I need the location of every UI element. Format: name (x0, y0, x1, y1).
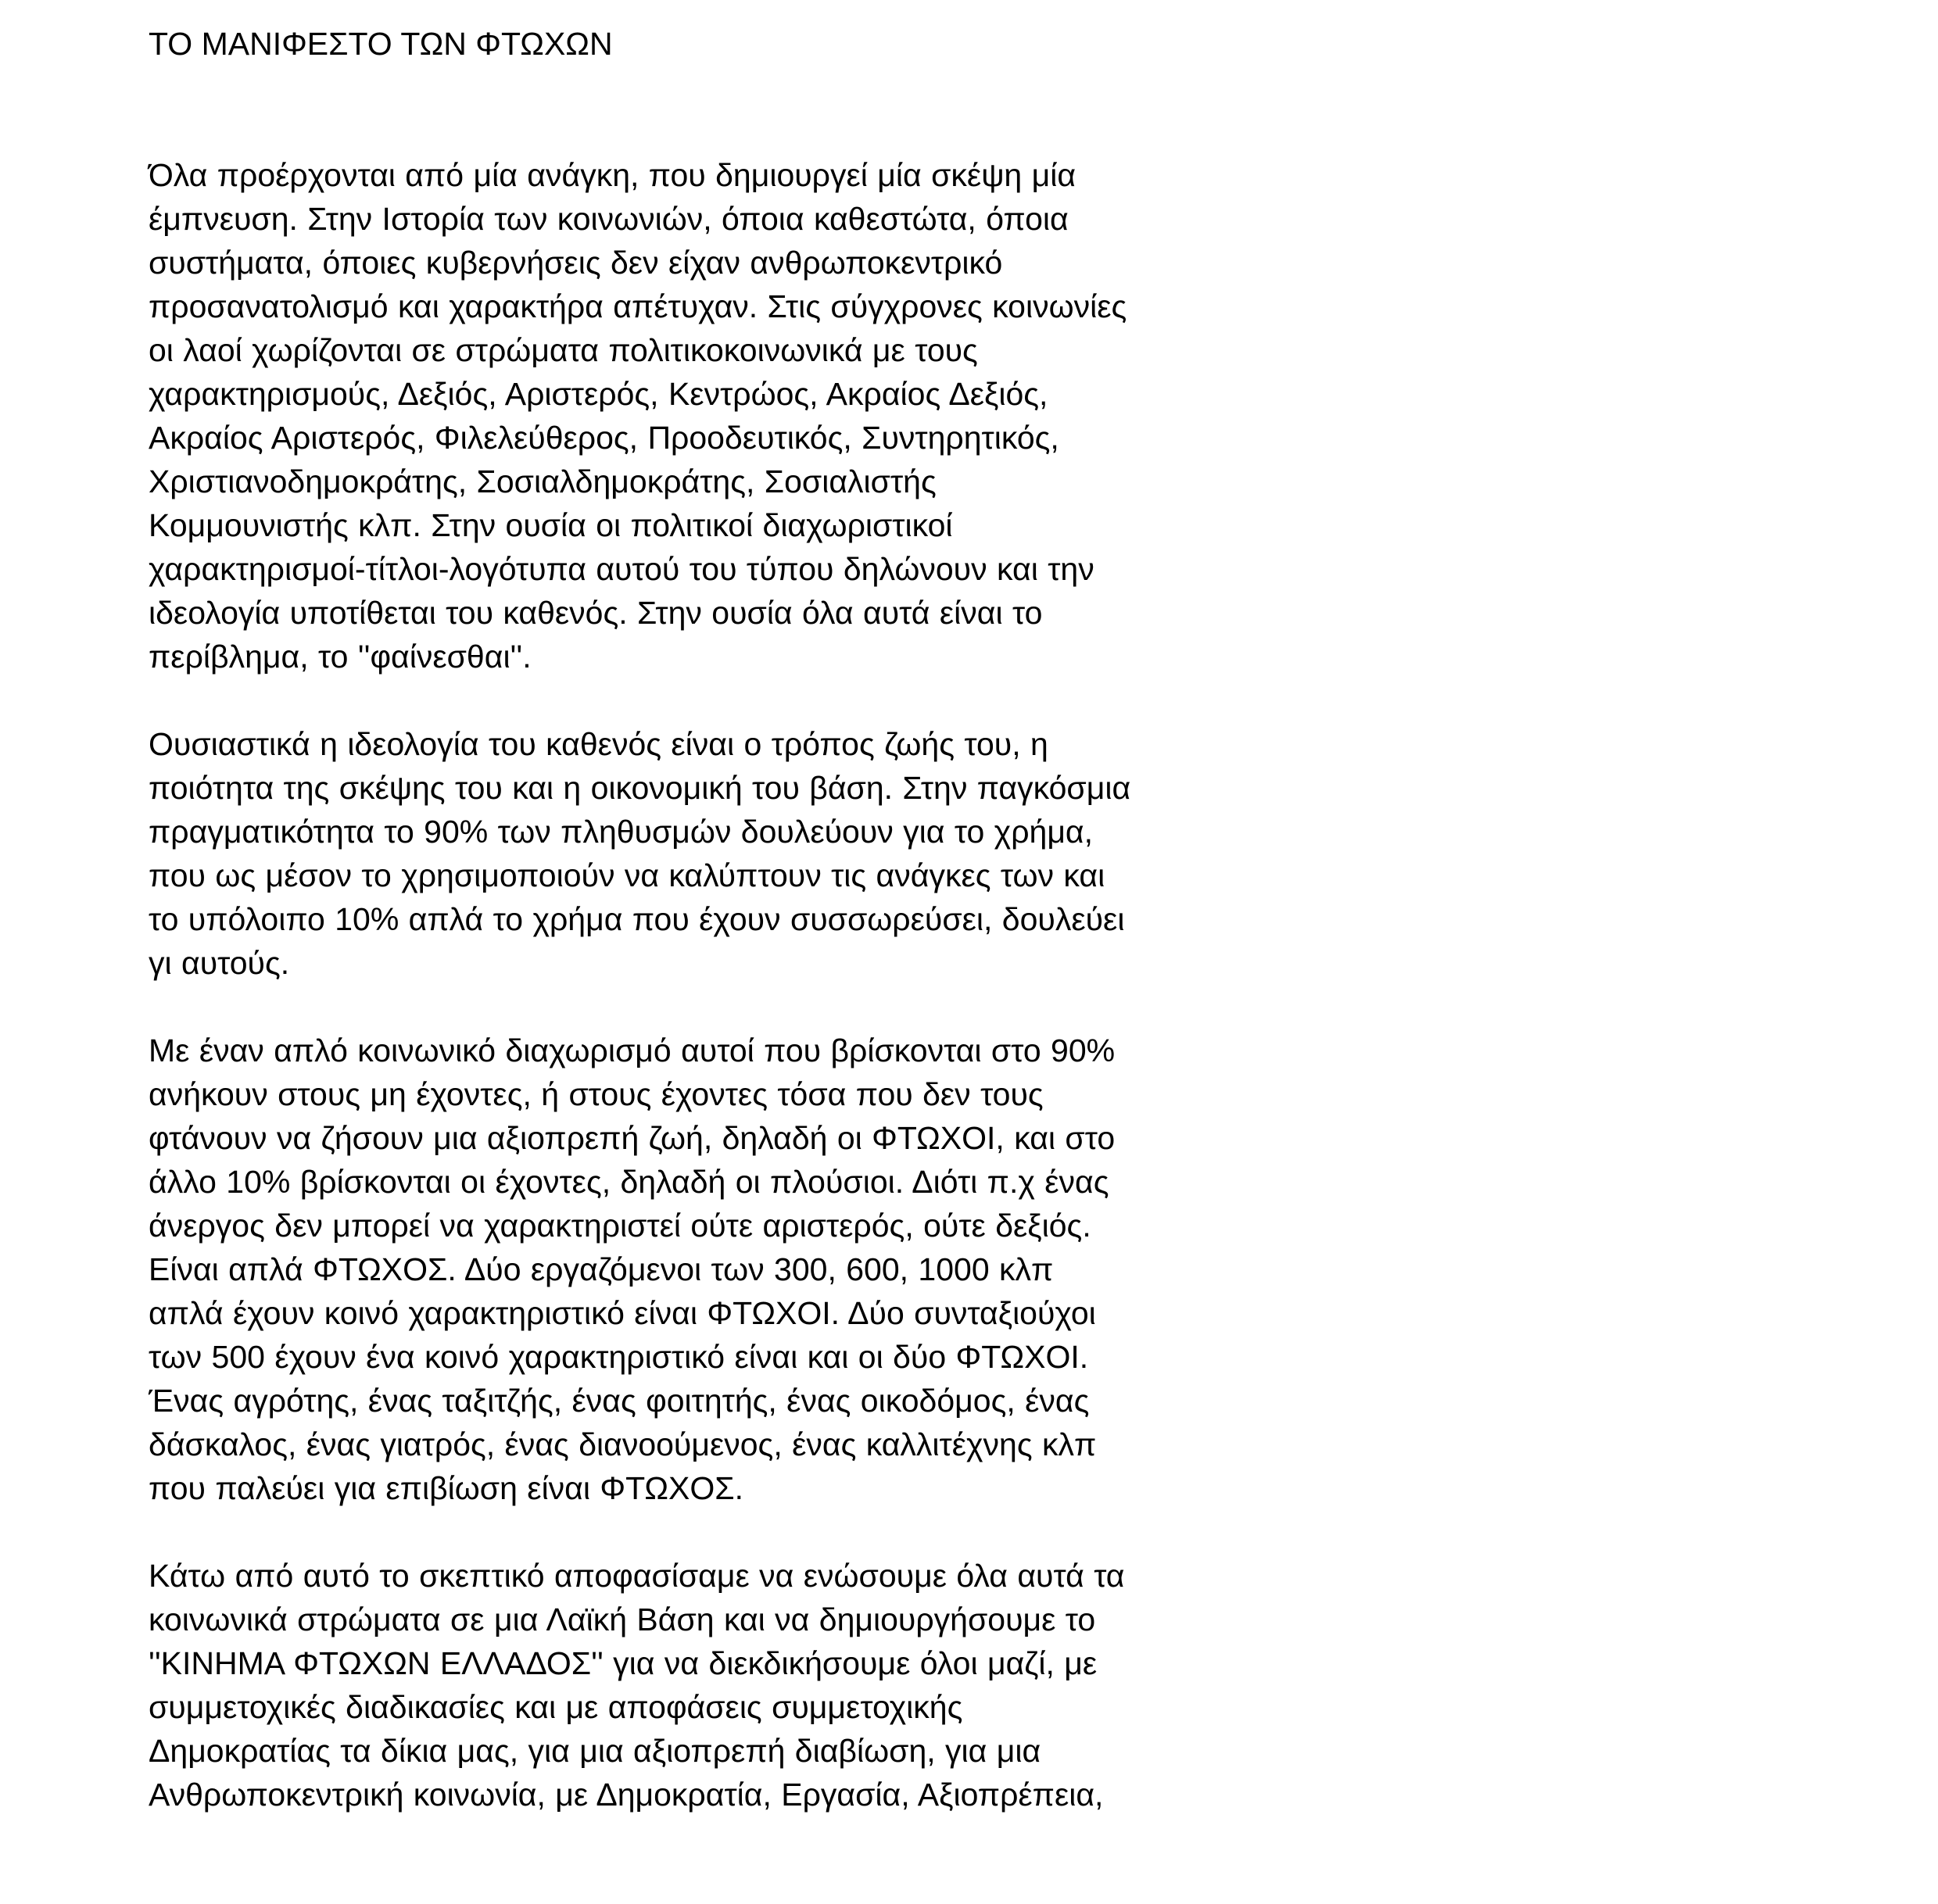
document-title: ΤΟ ΜΑΝΙΦΕΣΤΟ ΤΩΝ ΦΤΩΧΩΝ (149, 26, 613, 62)
paragraph: Όλα προέρχονται από μία ανάγκη, που δημιουργεί μία σκέψη μία έμπνευση. Στην Ιστορία των κοινωνιών, όποια καθεστώτα, όποια συστήματα, όποιες κυβερνήσεις δεν είχαν ανθρωποκεντρικό προσανατολισμό και χαρακτήρα απέτυχαν. Στις σύγχρονες κοινωνίες οι λαοί χωρίζονται σε στρώματα πολιτικοκοινωνικά με τους χαρακτηρισμούς, Δεξιός, Αριστερός, Κεντρώος, Ακραίος Δεξιός, Ακραίος Αριστερός, Φιλελεύθερος, Προοδευτικός, Συντηρητικός, Χριστιανοδημοκράτης, Σοσιαλδημοκράτης, Σοσιαλιστής Κομμουνιστής κλπ. Στην ουσία οι πολιτικοί διαχωριστικοί χαρακτηρισμοί-τίτλοι-λογότυπα αυτού του τύπου δηλώνουν και την ιδεολογία υποτίθεται του καθενός. Στην ουσία όλα αυτά είναι το περίβλημα, το ''φαίνεσθαι''. (149, 157, 1127, 675)
document-body (149, 153, 1137, 1816)
paragraph: Με έναν απλό κοινωνικό διαχωρισμό αυτοί που βρίσκονται στο 90% ανήκουν στους μη έχοντες, ή στους έχοντες τόσα που δεν τους φτάνουν να ζήσουν μια αξιοπρεπή ζωή, δηλαδή οι ΦΤΩΧΟΙ, και στο άλλο 10% βρίσκονται οι έχοντες, δηλαδή οι πλούσιοι. Διότι π.χ ένας άνεργος δεν μπορεί να χαρακτηριστεί ούτε αριστερός, ούτε δεξιός. Είναι απλά ΦΤΩΧΟΣ. Δύο εργαζόμενοι των 300, 600, 1000 κλπ απλά έχουν κοινό χαρακτηριστικό είναι ΦΤΩΧΟΙ. Δύο συνταξιούχοι των 500 έχουν ένα κοινό χαρακτηριστικό είναι και οι δύο ΦΤΩΧΟΙ. Ένας αγρότης, ένας ταξιτζής, ένας φοιτητής, ένας οικοδόμος, ένας δάσκαλος, ένας γιατρός, ένας διανοούμενος, ένας καλλιτέχνης κλπ που παλεύει για επιβίωση είναι ΦΤΩΧΟΣ. (149, 1033, 1116, 1506)
paragraph: Κάτω από αυτό το σκεπτικό αποφασίσαμε να ενώσουμε όλα αυτά τα κοινωνικά στρώματα σε μια Λαϊκή Βάση και να δημιουργήσουμε το ''ΚΙΝΗΜΑ ΦΤΩΧΩΝ ΕΛΛΑΔΟΣ'' για να διεκδικήσουμε όλοι μαζί, με συμμετοχικές διαδικασίες και με αποφάσεις συμμετοχικής Δημοκρατίας τα δίκια μας, για μια αξιοπρεπή διαβίωση, για μια Ανθρωποκεντρική κοινωνία, με Δημοκρατία, Εργασία, Αξιοπρέπεια, (149, 1558, 1125, 1813)
paragraph: Ουσιαστικά η ιδεολογία του καθενός είναι ο τρόπος ζωής του, η ποιότητα της σκέψης του και η οικονομική του βάση. Στην παγκόσμια πραγματικότητα το 90% των πληθυσμών δουλεύουν για το χρήμα, που ως μέσον το χρησιμοποιούν να καλύπτουν τις ανάγκες των και το υπόλοιπο 10% απλά το χρήμα που έχουν συσσωρεύσει, δουλεύει γι αυτούς. (149, 726, 1131, 981)
